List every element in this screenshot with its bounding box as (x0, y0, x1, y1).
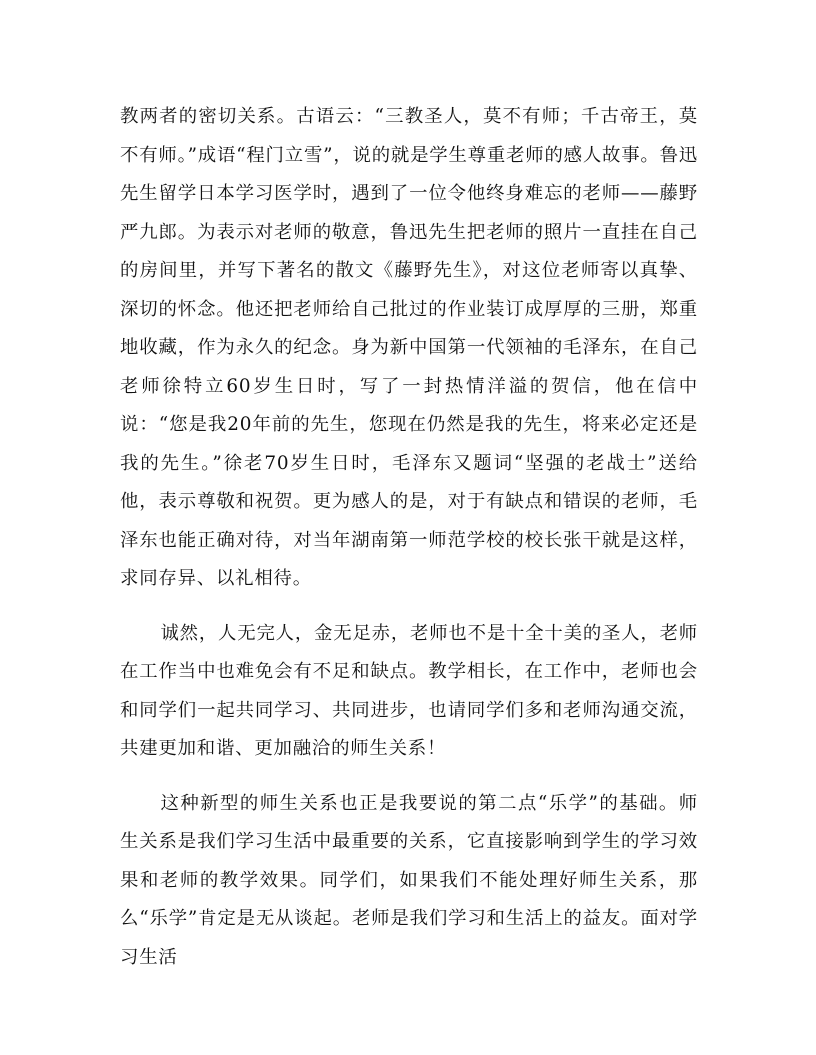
paragraph-1: 教两者的密切关系。古语云：“三教圣人，莫不有师；千古帝王，莫不有师。”成语“程门立雪”，说的就是学生尊重老师的感人故事。鲁迅先生留学日本学习医学时，遇到了一位令他终身难忘的老师——藤野严九郎。为表示对老师的敬意，鲁迅先生把老师的照片一直挂在自己的房间里，并写下著名的散文《藤野先生》，对这位老师寄以真挚、深切的怀念。他还把老师给自己批过的作业装订成厚厚的三册，郑重地收藏，作为永久的纪念。身为新中国第一代领袖的毛泽东，在自己老师徐特立60岁生日时，写了一封热情洋溢的贺信，他在信中说：“您是我20年前的先生，您现在仍然是我的先生，将来必定还是我的先生。”徐老70岁生日时，毛泽东又题词“坚强的老战士”送给他，表示尊敬和祝贺。更为感人的是，对于有缺点和错误的老师，毛泽东也能正确对待，对当年湖南第一师范学校的校长张干就是这样，求同存异、以礼相待。 (120, 106, 698, 589)
document-page (120, 98, 698, 993)
paragraph-3: 这种新型的师生关系也正是我要说的第二点“乐学”的基础。师生关系是我们学习生活中最重要的关系，它直接影响到学生的学习效果和老师的教学效果。同学们，如果我们不能处理好师生关系，那么“乐学”肯定是无从谈起。老师是我们学习和生活上的益友。面对学习生活 (120, 792, 698, 968)
paragraph-2: 诚然，人无完人，金无足赤，老师也不是十全十美的圣人，老师在工作当中也难免会有不足和缺点。教学相长，在工作中，老师也会和同学们一起共同学习、共同进步，也请同学们多和老师沟通交流，共建更加和谐、更加融洽的师生关系！ (120, 622, 698, 759)
